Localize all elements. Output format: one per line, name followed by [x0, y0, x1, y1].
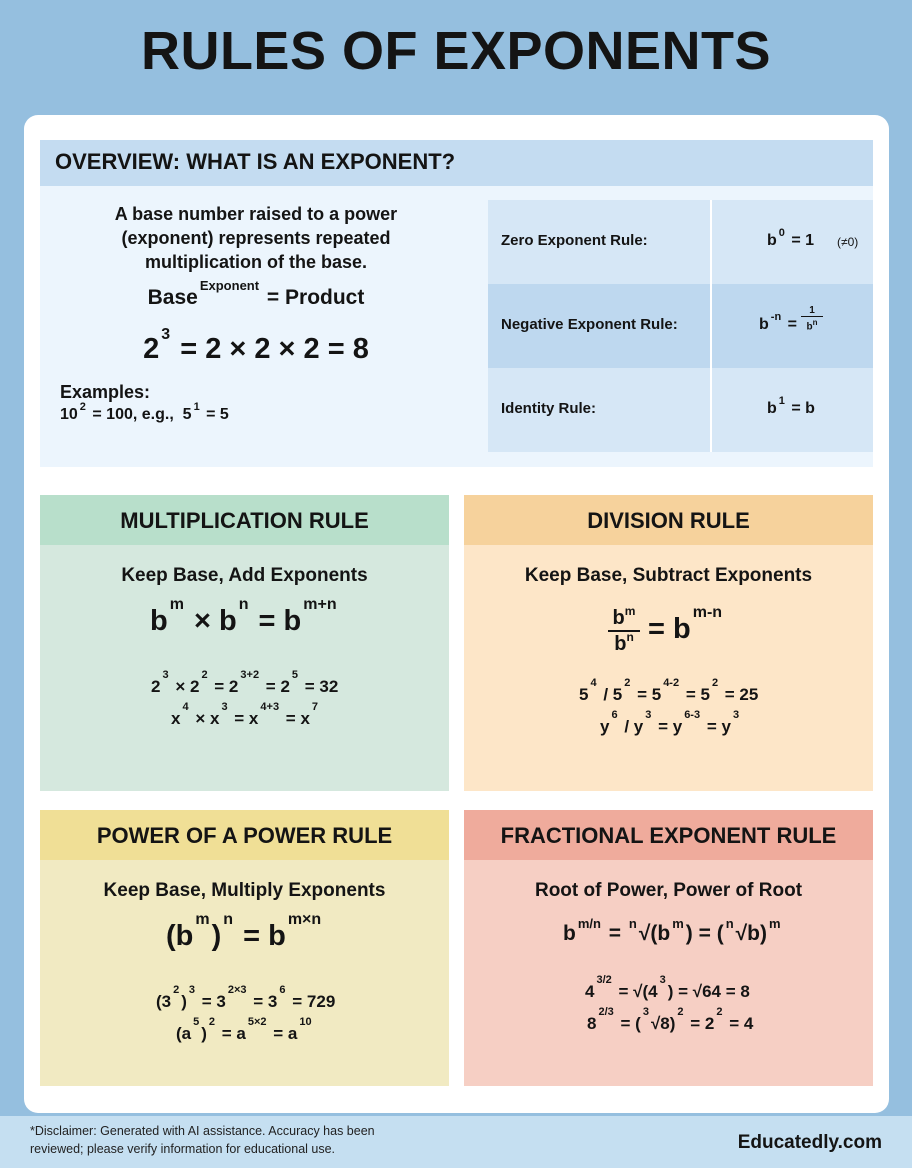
basic-rules-table [488, 200, 873, 452]
power-of-power-rule-box [40, 810, 449, 1086]
division-subtitle: Keep Base, Subtract Exponents [524, 565, 813, 586]
formula-text: = [787, 316, 797, 333]
power-heading: POWER OF A POWER RULE [40, 810, 449, 860]
rule-label: Identity Rule: [501, 400, 597, 417]
fractional-example-1: $4^{3/2} = √(4^3) = √64 = 8$ [585, 974, 750, 1001]
nonzero-note: (≠0) [837, 235, 859, 249]
division-example-1: $5^4 / 5^2 = 5^{4-2} = 5^2 = 25$ [579, 677, 759, 704]
zero-exponent-row [488, 200, 873, 284]
base-exponent-formula [140, 278, 372, 310]
examples-line: 10 $^2$ = 100, e.g., 5 $^1$ = 5 [60, 401, 229, 423]
rule-label: Zero Exponent Rule: [501, 232, 648, 249]
power-example-1: $(3^2)^3 = 3^{2\times 3} = 3^6 = 729$ [156, 984, 336, 1011]
multiplication-example-2: $x^4 \times x^3 = x^{4+3} = x^7$ [171, 701, 319, 728]
multiplication-heading: MULTIPLICATION RULE [40, 495, 449, 545]
identity-formula: b $^1$ = b [767, 395, 815, 417]
overview-heading: OVERVIEW: WHAT IS AN EXPONENT? [40, 140, 873, 186]
example-equation-tail: = 2 × 2 × 2 = 8 [180, 333, 369, 365]
multiplication-subtitle: Keep Base, Add Exponents [121, 565, 368, 586]
example-equation: 2 $^3$ = 2 × 2 × 2 = 8 [143, 325, 369, 365]
negative-exponent-formula: b $^{-n}$ = [759, 311, 797, 333]
identity-row [488, 368, 873, 452]
division-heading: DIVISION RULE [464, 495, 873, 545]
disclaimer-text: *Disclaimer: Generated with AI assistance. Accuracy has been reviewed; please verify information for educational use. [30, 1124, 375, 1156]
example-1: = 100, e.g., [92, 406, 174, 423]
division-general-formula: = $b^{m-n}$ [648, 604, 723, 645]
overview-description: A base number raised to a power (exponent) represents repeated multiplication of the base. [114, 204, 398, 272]
division-rule-box [464, 495, 873, 791]
fractional-subtitle: Root of Power, Power of Root [534, 880, 803, 901]
table-divider [710, 200, 712, 452]
negative-exponent-row [488, 284, 873, 368]
zero-exponent-formula: b $^0$ = 1 [767, 227, 815, 249]
fractional-general-formula: b $^{m/n}$ = $^n$√(b $^m$) = ( $^n$√b) $^m$ [563, 916, 781, 945]
example-2: = 5 [206, 406, 229, 423]
power-example-2: $(a^5)^2 = a^{5\times 2} = a^{10}$ [176, 1016, 312, 1043]
power-general-formula: $(b^m)^n = b^{m\times n}$ [166, 911, 322, 952]
product-label: = Product [266, 286, 365, 309]
one-over-bn-fraction: 1 $b^n$ [801, 305, 823, 332]
fractional-exponent-rule-box [464, 810, 873, 1086]
examples-label: Examples: [60, 382, 151, 402]
base-label: Base [147, 286, 198, 309]
rule-label: Negative Exponent Rule: [501, 316, 678, 333]
overview-explanation [40, 186, 480, 467]
multiplication-rule-box [40, 495, 449, 791]
power-subtitle: Keep Base, Multiply Exponents [103, 880, 386, 901]
formula-text: = b [791, 400, 815, 417]
formula-text: = 1 [791, 232, 815, 249]
brand-name: Educatedly.com [737, 1132, 882, 1153]
fractional-heading: FRACTIONAL EXPONENT RULE [464, 810, 873, 860]
division-fraction: $b^m$ $b^n$ [608, 607, 640, 655]
fractional-example-2: $8^{2/3} = (^3√8)^2 = 2^2 = 4$ [587, 1006, 754, 1033]
page-title: RULES OF EXPONENTS [140, 21, 772, 81]
footer [0, 1116, 912, 1168]
multiplication-example-1: $2^3 \times 2^2 = 2^{3+2} = 2^5 = 32$ [151, 669, 339, 696]
multiplication-general-formula: $b^m \times b^n = b^{m+n}$ [150, 596, 337, 637]
exponent-label: Exponent [199, 278, 260, 294]
division-example-2: $y^6 / y^3 = y^{6-3} = y^3$ [600, 709, 740, 736]
